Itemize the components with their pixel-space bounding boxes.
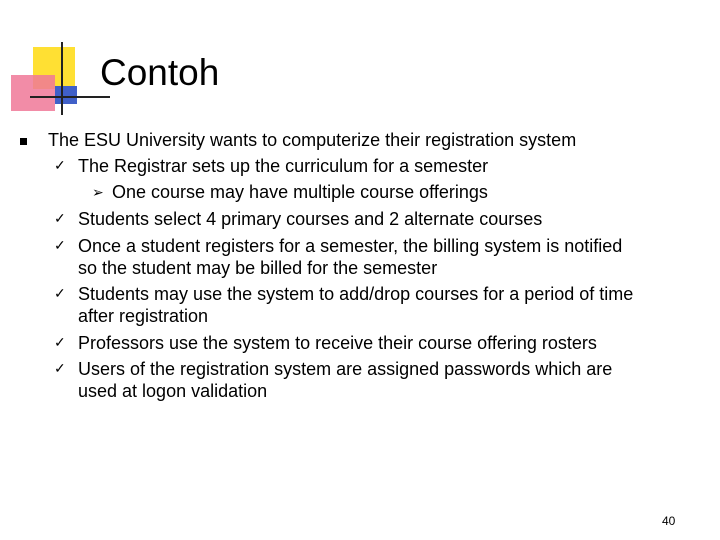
check-bullet-icon: ✓ xyxy=(54,285,66,301)
bullet-level1-text: The ESU University wants to computerize their registration system xyxy=(48,130,577,150)
list-item-line: Users of the registration system are assigned passwords which are xyxy=(78,359,613,379)
check-bullet-icon: ✓ xyxy=(54,157,66,173)
list-item xyxy=(78,235,622,279)
list-item-line: Students select 4 primary courses and 2 alternate courses xyxy=(78,209,543,229)
list-item xyxy=(78,208,542,230)
list-item xyxy=(78,332,597,354)
list-item-line: so the student may be billed for the semester xyxy=(78,258,438,278)
check-bullet-icon: ✓ xyxy=(54,334,66,350)
check-bullet-icon: ✓ xyxy=(54,360,66,376)
check-bullet-icon: ✓ xyxy=(54,210,66,226)
list-item-line: Students may use the system to add/drop courses for a period of time xyxy=(78,284,634,304)
list-item-line: after registration xyxy=(78,306,209,326)
list-item xyxy=(78,358,612,402)
square-bullet-icon xyxy=(20,138,27,145)
sub-list-item: One course may have multiple course offerings xyxy=(112,182,488,202)
list-item xyxy=(78,155,488,177)
slide-logo-decoration xyxy=(0,0,110,115)
list-item-line: The Registrar sets up the curriculum for a semester xyxy=(78,156,489,176)
list-item xyxy=(78,283,633,327)
list-item-line: Once a student registers for a semester, the billing system is notified xyxy=(78,236,623,256)
logo-pink-square xyxy=(11,75,55,111)
page-number: 40 xyxy=(662,514,676,528)
logo-blue-square xyxy=(55,86,77,104)
list-item-line: used at logon validation xyxy=(78,381,268,401)
arrow-bullet-icon: ➢ xyxy=(92,184,104,200)
check-bullet-icon: ✓ xyxy=(54,237,66,253)
list-item-line: Professors use the system to receive their course offering rosters xyxy=(78,333,597,353)
slide-title: Contoh xyxy=(100,52,220,93)
